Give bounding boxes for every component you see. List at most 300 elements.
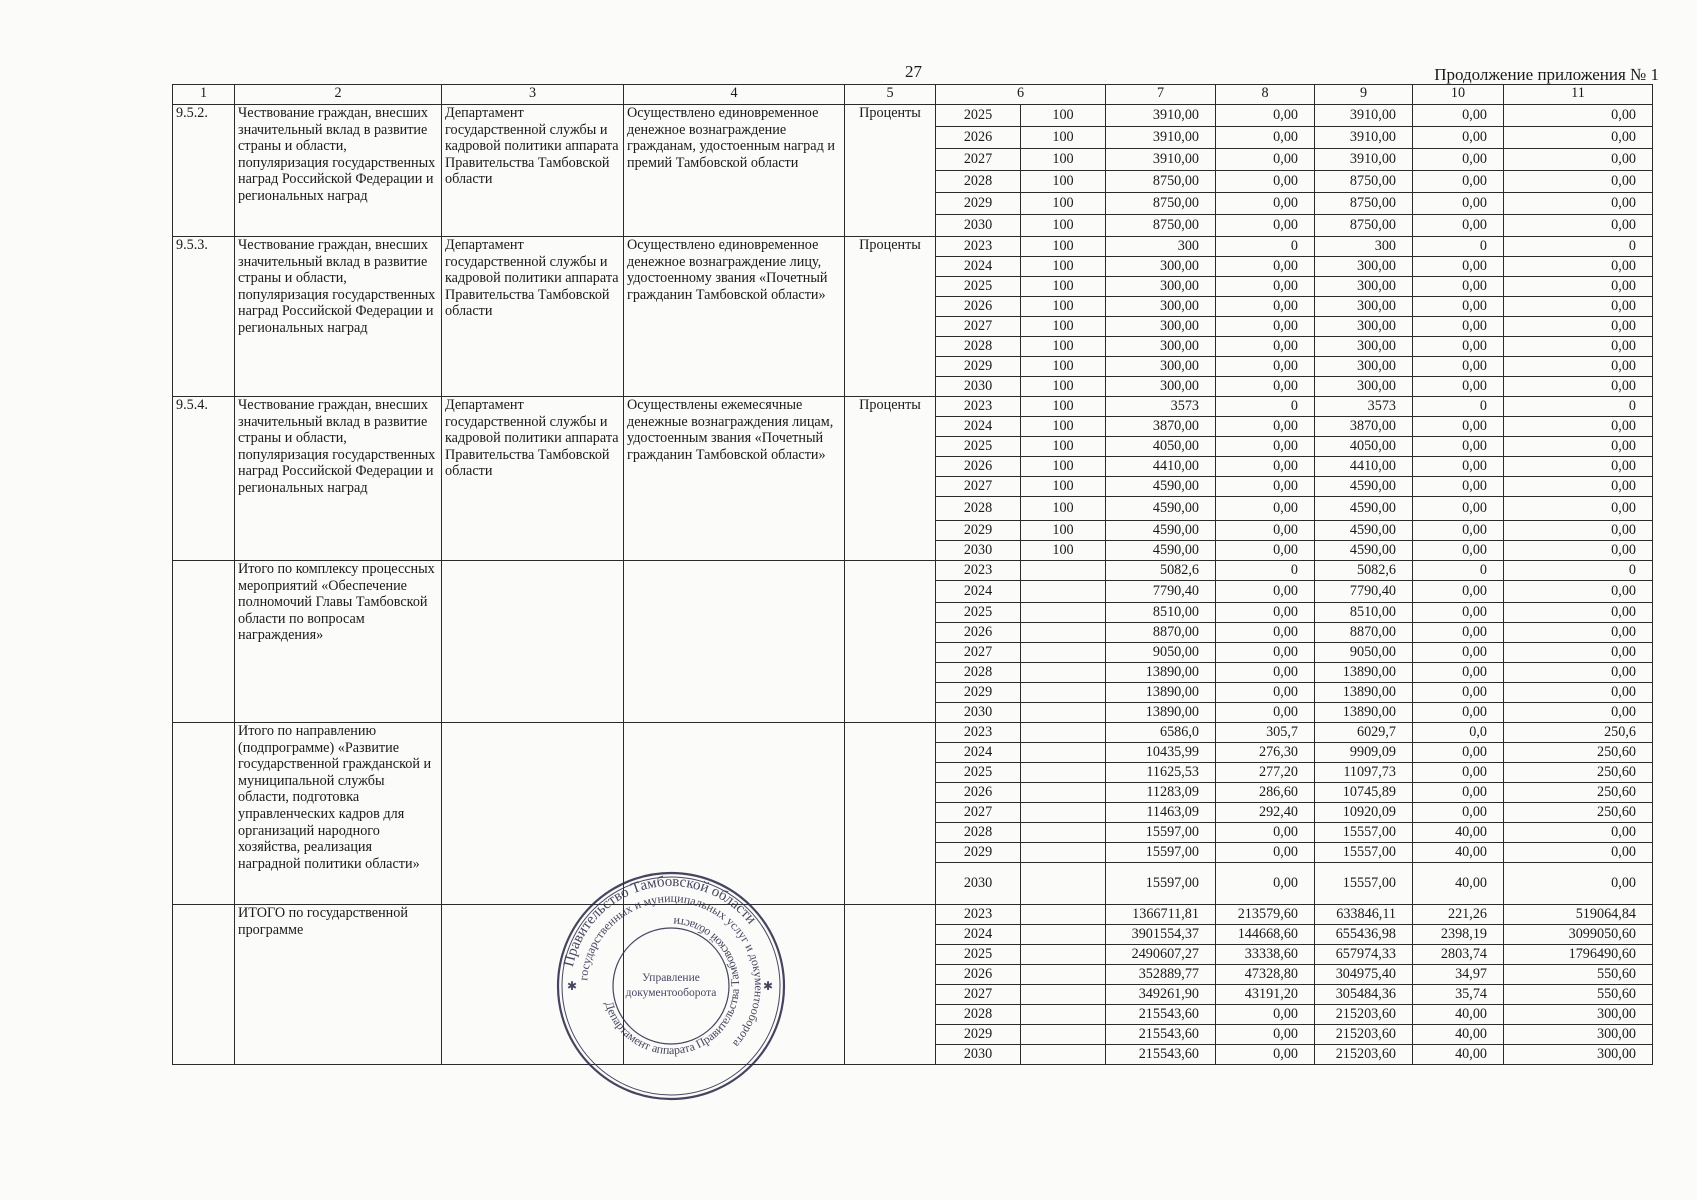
cell-other: 0,00 bbox=[1504, 193, 1653, 215]
cell-result: Осуществлено единовременное денежное вознаграждение лицу, удостоенному звания «Почетный гражданин Тамбовской области» bbox=[624, 237, 845, 397]
cell-year: 2029 bbox=[936, 357, 1021, 377]
stamp-center-line-1: Управление bbox=[642, 972, 700, 984]
cell-year: 2027 bbox=[936, 643, 1021, 663]
cell-local: 0,00 bbox=[1413, 317, 1504, 337]
cell-year: 2029 bbox=[936, 843, 1021, 863]
cell-other: 0,00 bbox=[1504, 823, 1653, 843]
cell-year: 2024 bbox=[936, 417, 1021, 437]
cell-other: 0 bbox=[1504, 237, 1653, 257]
cell-other: 250,6 bbox=[1504, 723, 1653, 743]
cell-federal: 0,00 bbox=[1216, 437, 1315, 457]
cell-year: 2028 bbox=[936, 171, 1021, 193]
cell-item-code bbox=[173, 561, 235, 723]
table-body bbox=[173, 105, 1653, 1065]
cell-local: 0,00 bbox=[1413, 437, 1504, 457]
cell-target-value bbox=[1021, 663, 1106, 683]
cell-result bbox=[624, 561, 845, 723]
cell-other: 0,00 bbox=[1504, 581, 1653, 603]
cell-year: 2028 bbox=[936, 497, 1021, 521]
cell-local: 0,00 bbox=[1413, 377, 1504, 397]
cell-year: 2028 bbox=[936, 663, 1021, 683]
cell-local: 0,00 bbox=[1413, 257, 1504, 277]
cell-year: 2030 bbox=[936, 863, 1021, 905]
cell-local: 0,00 bbox=[1413, 149, 1504, 171]
cell-other: 0,00 bbox=[1504, 357, 1653, 377]
cell-other: 250,60 bbox=[1504, 743, 1653, 763]
cell-item-code: 9.5.2. bbox=[173, 105, 235, 237]
cell-federal: 276,30 bbox=[1216, 743, 1315, 763]
cell-total: 3910,00 bbox=[1106, 105, 1216, 127]
cell-year: 2028 bbox=[936, 1005, 1021, 1025]
cell-regional: 300,00 bbox=[1315, 297, 1413, 317]
cell-other: 250,60 bbox=[1504, 783, 1653, 803]
cell-regional: 657974,33 bbox=[1315, 945, 1413, 965]
cell-target-value bbox=[1021, 803, 1106, 823]
cell-total: 15597,00 bbox=[1106, 823, 1216, 843]
cell-total: 11463,09 bbox=[1106, 803, 1216, 823]
cell-year: 2025 bbox=[936, 603, 1021, 623]
cell-year: 2026 bbox=[936, 457, 1021, 477]
cell-total: 5082,6 bbox=[1106, 561, 1216, 581]
cell-year: 2026 bbox=[936, 127, 1021, 149]
appendix-caption: Продолжение приложения № 1 bbox=[1434, 65, 1659, 84]
cell-regional: 300,00 bbox=[1315, 257, 1413, 277]
cell-federal: 0,00 bbox=[1216, 863, 1315, 905]
cell-federal: 0,00 bbox=[1216, 257, 1315, 277]
cell-total: 4590,00 bbox=[1106, 497, 1216, 521]
cell-result: Осуществлены ежемесячные денежные вознаграждения лицам, удостоенным звания «Почетный гражданин Тамбовской области» bbox=[624, 397, 845, 561]
cell-year: 2025 bbox=[936, 277, 1021, 297]
cell-local: 0,00 bbox=[1413, 541, 1504, 561]
cell-item-code: 9.5.3. bbox=[173, 237, 235, 397]
cell-total: 8510,00 bbox=[1106, 603, 1216, 623]
cell-federal: 0,00 bbox=[1216, 149, 1315, 171]
cell-total: 15597,00 bbox=[1106, 843, 1216, 863]
cell-target-value: 100 bbox=[1021, 417, 1106, 437]
cell-federal: 0,00 bbox=[1216, 603, 1315, 623]
cell-other: 550,60 bbox=[1504, 965, 1653, 985]
cell-federal: 0,00 bbox=[1216, 171, 1315, 193]
cell-federal: 0,00 bbox=[1216, 277, 1315, 297]
cell-total: 300,00 bbox=[1106, 377, 1216, 397]
cell-total: 4590,00 bbox=[1106, 541, 1216, 561]
cell-regional: 3910,00 bbox=[1315, 105, 1413, 127]
cell-executor: Департамент государственной службы и кадровой политики аппарата Правительства Тамбовской области bbox=[442, 397, 624, 561]
cell-regional: 4590,00 bbox=[1315, 521, 1413, 541]
cell-target-value: 100 bbox=[1021, 193, 1106, 215]
cell-other: 0,00 bbox=[1504, 703, 1653, 723]
cell-federal: 0,00 bbox=[1216, 317, 1315, 337]
cell-other: 0,00 bbox=[1504, 541, 1653, 561]
cell-federal: 0,00 bbox=[1216, 193, 1315, 215]
cell-target-value: 100 bbox=[1021, 497, 1106, 521]
cell-target-value: 100 bbox=[1021, 215, 1106, 237]
cell-regional: 8870,00 bbox=[1315, 623, 1413, 643]
cell-local: 0,00 bbox=[1413, 703, 1504, 723]
cell-local: 40,00 bbox=[1413, 1045, 1504, 1065]
cell-other: 0,00 bbox=[1504, 663, 1653, 683]
cell-federal: 213579,60 bbox=[1216, 905, 1315, 925]
cell-result bbox=[624, 723, 845, 905]
cell-item-code bbox=[173, 723, 235, 905]
cell-federal: 0,00 bbox=[1216, 357, 1315, 377]
cell-target-value bbox=[1021, 843, 1106, 863]
cell-local: 0,00 bbox=[1413, 683, 1504, 703]
cell-regional: 3870,00 bbox=[1315, 417, 1413, 437]
cell-target-value bbox=[1021, 1025, 1106, 1045]
cell-other: 519064,84 bbox=[1504, 905, 1653, 925]
cell-total: 215543,60 bbox=[1106, 1025, 1216, 1045]
column-header: 8 bbox=[1216, 85, 1315, 105]
cell-target-value bbox=[1021, 603, 1106, 623]
table-row bbox=[173, 105, 1653, 127]
cell-target-value: 100 bbox=[1021, 457, 1106, 477]
cell-year: 2025 bbox=[936, 945, 1021, 965]
cell-federal: 0 bbox=[1216, 237, 1315, 257]
cell-federal: 0,00 bbox=[1216, 521, 1315, 541]
column-header: 3 bbox=[442, 85, 624, 105]
cell-regional: 15557,00 bbox=[1315, 863, 1413, 905]
cell-activity-name: ИТОГО по государственной программе bbox=[235, 905, 442, 1065]
cell-target-value bbox=[1021, 743, 1106, 763]
cell-local: 0,00 bbox=[1413, 743, 1504, 763]
cell-federal: 0,00 bbox=[1216, 417, 1315, 437]
cell-federal: 0,00 bbox=[1216, 1005, 1315, 1025]
cell-total: 8870,00 bbox=[1106, 623, 1216, 643]
cell-total: 3910,00 bbox=[1106, 127, 1216, 149]
stamp-inner-ring: Департамент аппарата Правительства Тамбовской области bbox=[602, 914, 743, 1058]
cell-year: 2024 bbox=[936, 925, 1021, 945]
cell-total: 4590,00 bbox=[1106, 521, 1216, 541]
column-header: 4 bbox=[624, 85, 845, 105]
column-header: 10 bbox=[1413, 85, 1504, 105]
cell-local: 0,00 bbox=[1413, 171, 1504, 193]
table-row bbox=[173, 905, 1653, 925]
cell-year: 2024 bbox=[936, 581, 1021, 603]
cell-local: 0 bbox=[1413, 397, 1504, 417]
cell-year: 2029 bbox=[936, 521, 1021, 541]
cell-regional: 13890,00 bbox=[1315, 703, 1413, 723]
cell-total: 300,00 bbox=[1106, 337, 1216, 357]
cell-local: 0,00 bbox=[1413, 763, 1504, 783]
cell-local: 0,00 bbox=[1413, 643, 1504, 663]
cell-other: 0,00 bbox=[1504, 457, 1653, 477]
cell-regional: 8750,00 bbox=[1315, 215, 1413, 237]
cell-local: 35,74 bbox=[1413, 985, 1504, 1005]
cell-other: 0,00 bbox=[1504, 277, 1653, 297]
cell-federal: 0,00 bbox=[1216, 643, 1315, 663]
cell-total: 13890,00 bbox=[1106, 663, 1216, 683]
cell-local: 40,00 bbox=[1413, 843, 1504, 863]
cell-regional: 4410,00 bbox=[1315, 457, 1413, 477]
cell-target-value bbox=[1021, 581, 1106, 603]
cell-regional: 215203,60 bbox=[1315, 1025, 1413, 1045]
cell-target-value: 100 bbox=[1021, 397, 1106, 417]
cell-local: 0,00 bbox=[1413, 105, 1504, 127]
cell-regional: 3573 bbox=[1315, 397, 1413, 417]
cell-target-value: 100 bbox=[1021, 149, 1106, 171]
cell-total: 300,00 bbox=[1106, 257, 1216, 277]
cell-local: 0,00 bbox=[1413, 417, 1504, 437]
cell-federal: 47328,80 bbox=[1216, 965, 1315, 985]
cell-federal: 286,60 bbox=[1216, 783, 1315, 803]
cell-other: 3099050,60 bbox=[1504, 925, 1653, 945]
cell-year: 2027 bbox=[936, 803, 1021, 823]
cell-regional: 3910,00 bbox=[1315, 149, 1413, 171]
column-header: 11 bbox=[1504, 85, 1653, 105]
cell-local: 0,00 bbox=[1413, 337, 1504, 357]
cell-year: 2030 bbox=[936, 703, 1021, 723]
cell-regional: 10920,09 bbox=[1315, 803, 1413, 823]
cell-item-code: 9.5.4. bbox=[173, 397, 235, 561]
cell-regional: 9909,09 bbox=[1315, 743, 1413, 763]
cell-target-value bbox=[1021, 723, 1106, 743]
cell-local: 2803,74 bbox=[1413, 945, 1504, 965]
cell-target-value bbox=[1021, 965, 1106, 985]
cell-other: 0,00 bbox=[1504, 643, 1653, 663]
cell-other: 0,00 bbox=[1504, 105, 1653, 127]
cell-target-value: 100 bbox=[1021, 337, 1106, 357]
cell-local: 40,00 bbox=[1413, 823, 1504, 843]
cell-other: 0,00 bbox=[1504, 317, 1653, 337]
cell-total: 3870,00 bbox=[1106, 417, 1216, 437]
cell-regional: 655436,98 bbox=[1315, 925, 1413, 945]
cell-target-value bbox=[1021, 703, 1106, 723]
cell-other: 250,60 bbox=[1504, 763, 1653, 783]
cell-regional: 6029,7 bbox=[1315, 723, 1413, 743]
column-header: 9 bbox=[1315, 85, 1413, 105]
cell-activity-name: Итого по комплексу процессных мероприятий «Обеспечение полномочий Главы Тамбовской области по вопросам награждения» bbox=[235, 561, 442, 723]
cell-year: 2025 bbox=[936, 437, 1021, 457]
cell-other: 0,00 bbox=[1504, 417, 1653, 437]
cell-target-value bbox=[1021, 1045, 1106, 1065]
cell-target-value bbox=[1021, 683, 1106, 703]
cell-federal: 305,7 bbox=[1216, 723, 1315, 743]
column-header: 2 bbox=[235, 85, 442, 105]
cell-regional: 300 bbox=[1315, 237, 1413, 257]
cell-total: 4590,00 bbox=[1106, 477, 1216, 497]
cell-regional: 13890,00 bbox=[1315, 683, 1413, 703]
cell-target-value bbox=[1021, 945, 1106, 965]
cell-local: 0,0 bbox=[1413, 723, 1504, 743]
cell-federal: 0,00 bbox=[1216, 477, 1315, 497]
cell-year: 2030 bbox=[936, 377, 1021, 397]
cell-total: 4410,00 bbox=[1106, 457, 1216, 477]
cell-target-value: 100 bbox=[1021, 377, 1106, 397]
cell-regional: 5082,6 bbox=[1315, 561, 1413, 581]
cell-regional: 633846,11 bbox=[1315, 905, 1413, 925]
column-header: 5 bbox=[845, 85, 936, 105]
cell-federal: 0,00 bbox=[1216, 623, 1315, 643]
cell-target-value: 100 bbox=[1021, 317, 1106, 337]
cell-total: 215543,60 bbox=[1106, 1005, 1216, 1025]
cell-total: 10435,99 bbox=[1106, 743, 1216, 763]
cell-item-code bbox=[173, 905, 235, 1065]
cell-federal: 0,00 bbox=[1216, 1025, 1315, 1045]
cell-other: 0,00 bbox=[1504, 437, 1653, 457]
cell-federal: 0,00 bbox=[1216, 683, 1315, 703]
cell-year: 2029 bbox=[936, 683, 1021, 703]
cell-other: 0,00 bbox=[1504, 603, 1653, 623]
cell-local: 0,00 bbox=[1413, 277, 1504, 297]
cell-total: 3901554,37 bbox=[1106, 925, 1216, 945]
cell-total: 7790,40 bbox=[1106, 581, 1216, 603]
cell-local: 40,00 bbox=[1413, 1005, 1504, 1025]
cell-other: 0,00 bbox=[1504, 377, 1653, 397]
cell-local: 0,00 bbox=[1413, 477, 1504, 497]
cell-total: 352889,77 bbox=[1106, 965, 1216, 985]
page-number: 27 bbox=[905, 62, 922, 81]
cell-total: 13890,00 bbox=[1106, 703, 1216, 723]
cell-year: 2028 bbox=[936, 337, 1021, 357]
cell-federal: 0,00 bbox=[1216, 337, 1315, 357]
cell-other: 0,00 bbox=[1504, 127, 1653, 149]
cell-regional: 8750,00 bbox=[1315, 171, 1413, 193]
cell-local: 40,00 bbox=[1413, 863, 1504, 905]
cell-other: 300,00 bbox=[1504, 1045, 1653, 1065]
cell-target-value: 100 bbox=[1021, 105, 1106, 127]
cell-total: 3573 bbox=[1106, 397, 1216, 417]
cell-target-value bbox=[1021, 863, 1106, 905]
cell-unit bbox=[845, 723, 936, 905]
cell-other: 300,00 bbox=[1504, 1005, 1653, 1025]
table-row bbox=[173, 561, 1653, 581]
cell-total: 6586,0 bbox=[1106, 723, 1216, 743]
cell-federal: 43191,20 bbox=[1216, 985, 1315, 1005]
cell-other: 250,60 bbox=[1504, 803, 1653, 823]
cell-local: 0,00 bbox=[1413, 603, 1504, 623]
cell-unit bbox=[845, 905, 936, 1065]
cell-target-value: 100 bbox=[1021, 541, 1106, 561]
cell-regional: 3910,00 bbox=[1315, 127, 1413, 149]
cell-other: 0 bbox=[1504, 397, 1653, 417]
stamp-star-icon: ✱ bbox=[763, 979, 774, 993]
cell-other: 0 bbox=[1504, 561, 1653, 581]
cell-local: 0 bbox=[1413, 237, 1504, 257]
stamp-center-line-2: документооборота bbox=[625, 987, 717, 999]
program-table bbox=[172, 84, 1653, 1065]
cell-target-value: 100 bbox=[1021, 297, 1106, 317]
cell-regional: 300,00 bbox=[1315, 357, 1413, 377]
cell-other: 0,00 bbox=[1504, 215, 1653, 237]
cell-local: 0,00 bbox=[1413, 521, 1504, 541]
cell-local: 0,00 bbox=[1413, 803, 1504, 823]
cell-total: 300,00 bbox=[1106, 297, 1216, 317]
cell-regional: 305484,36 bbox=[1315, 985, 1413, 1005]
cell-target-value: 100 bbox=[1021, 127, 1106, 149]
cell-year: 2029 bbox=[936, 1025, 1021, 1045]
cell-other: 0,00 bbox=[1504, 623, 1653, 643]
cell-target-value: 100 bbox=[1021, 257, 1106, 277]
cell-other: 0,00 bbox=[1504, 843, 1653, 863]
cell-other: 0,00 bbox=[1504, 257, 1653, 277]
cell-target-value: 100 bbox=[1021, 437, 1106, 457]
cell-federal: 0,00 bbox=[1216, 457, 1315, 477]
cell-local: 0,00 bbox=[1413, 623, 1504, 643]
cell-local: 34,97 bbox=[1413, 965, 1504, 985]
cell-federal: 0,00 bbox=[1216, 541, 1315, 561]
stamp-outer-ring: Правительство Тамбовской области bbox=[560, 873, 760, 969]
cell-local: 221,26 bbox=[1413, 905, 1504, 925]
cell-total: 300,00 bbox=[1106, 317, 1216, 337]
cell-regional: 9050,00 bbox=[1315, 643, 1413, 663]
cell-regional: 10745,89 bbox=[1315, 783, 1413, 803]
cell-activity-name: Чествование граждан, внесших значительный вклад в развитие страны и области, популяризация государственных наград Российской Федерации и региональных наград bbox=[235, 397, 442, 561]
cell-local: 0,00 bbox=[1413, 783, 1504, 803]
cell-local: 0 bbox=[1413, 561, 1504, 581]
cell-year: 2028 bbox=[936, 823, 1021, 843]
cell-total: 300,00 bbox=[1106, 277, 1216, 297]
cell-local: 0,00 bbox=[1413, 215, 1504, 237]
cell-regional: 13890,00 bbox=[1315, 663, 1413, 683]
cell-federal: 0,00 bbox=[1216, 377, 1315, 397]
cell-year: 2023 bbox=[936, 397, 1021, 417]
cell-target-value: 100 bbox=[1021, 171, 1106, 193]
cell-year: 2027 bbox=[936, 477, 1021, 497]
cell-year: 2026 bbox=[936, 783, 1021, 803]
cell-year: 2023 bbox=[936, 561, 1021, 581]
cell-local: 0,00 bbox=[1413, 457, 1504, 477]
cell-local: 40,00 bbox=[1413, 1025, 1504, 1045]
cell-other: 0,00 bbox=[1504, 497, 1653, 521]
cell-other: 0,00 bbox=[1504, 683, 1653, 703]
column-number-row bbox=[173, 85, 1653, 105]
cell-other: 0,00 bbox=[1504, 297, 1653, 317]
cell-target-value: 100 bbox=[1021, 277, 1106, 297]
cell-year: 2025 bbox=[936, 763, 1021, 783]
cell-regional: 4590,00 bbox=[1315, 541, 1413, 561]
cell-other: 0,00 bbox=[1504, 149, 1653, 171]
cell-year: 2030 bbox=[936, 1045, 1021, 1065]
cell-federal: 144668,60 bbox=[1216, 925, 1315, 945]
table-row bbox=[173, 237, 1653, 257]
cell-total: 3910,00 bbox=[1106, 149, 1216, 171]
table-row bbox=[173, 397, 1653, 417]
cell-regional: 7790,40 bbox=[1315, 581, 1413, 603]
cell-target-value bbox=[1021, 763, 1106, 783]
table-row bbox=[173, 723, 1653, 743]
cell-target-value bbox=[1021, 925, 1106, 945]
cell-total: 349261,90 bbox=[1106, 985, 1216, 1005]
cell-total: 9050,00 bbox=[1106, 643, 1216, 663]
cell-year: 2023 bbox=[936, 905, 1021, 925]
cell-regional: 8510,00 bbox=[1315, 603, 1413, 623]
cell-federal: 0,00 bbox=[1216, 497, 1315, 521]
cell-other: 0,00 bbox=[1504, 337, 1653, 357]
cell-federal: 0,00 bbox=[1216, 663, 1315, 683]
cell-executor bbox=[442, 561, 624, 723]
column-header: 7 bbox=[1106, 85, 1216, 105]
cell-local: 0,00 bbox=[1413, 581, 1504, 603]
cell-regional: 8750,00 bbox=[1315, 193, 1413, 215]
cell-other: 0,00 bbox=[1504, 863, 1653, 905]
column-header: 6 bbox=[936, 85, 1106, 105]
cell-target-value: 100 bbox=[1021, 477, 1106, 497]
cell-regional: 300,00 bbox=[1315, 377, 1413, 397]
cell-local: 0,00 bbox=[1413, 127, 1504, 149]
cell-total: 8750,00 bbox=[1106, 215, 1216, 237]
cell-year: 2024 bbox=[936, 257, 1021, 277]
cell-unit: Проценты bbox=[845, 237, 936, 397]
cell-regional: 4050,00 bbox=[1315, 437, 1413, 457]
cell-total: 215543,60 bbox=[1106, 1045, 1216, 1065]
cell-regional: 11097,73 bbox=[1315, 763, 1413, 783]
cell-federal: 277,20 bbox=[1216, 763, 1315, 783]
cell-year: 2026 bbox=[936, 965, 1021, 985]
cell-year: 2026 bbox=[936, 623, 1021, 643]
cell-federal: 0,00 bbox=[1216, 581, 1315, 603]
cell-regional: 15557,00 bbox=[1315, 823, 1413, 843]
